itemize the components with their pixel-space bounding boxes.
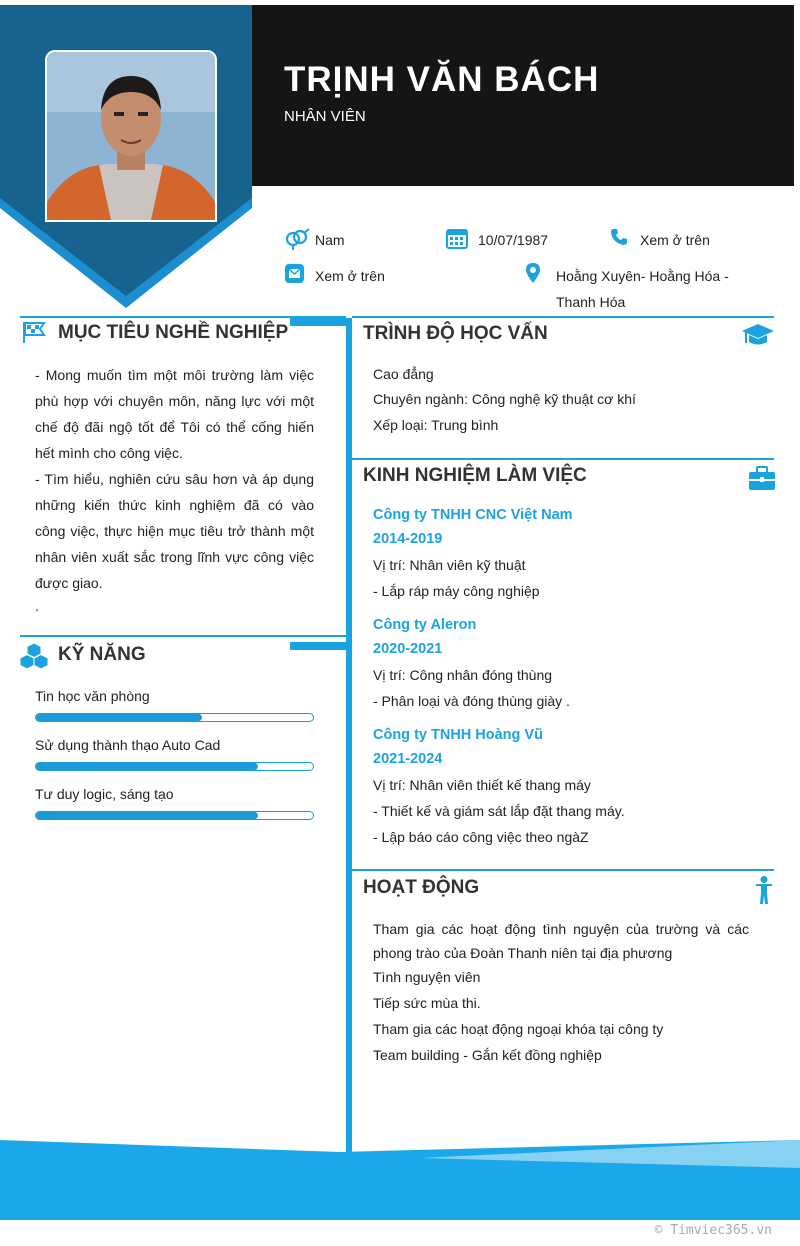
email-value: Xem ở trên <box>315 268 385 284</box>
job-3-detail-2: - Lập báo cáo công việc theo ngàZ <box>373 829 589 845</box>
address-line-2: Thanh Hóa <box>556 294 626 310</box>
location-pin-icon <box>526 263 540 283</box>
activity-line-5: Team building - Gắn kết đồng nghiệp <box>373 1047 602 1063</box>
briefcase-icon <box>749 466 775 490</box>
footer-wave <box>0 1140 800 1220</box>
skills-title: KỸ NĂNG <box>58 644 146 665</box>
job-1-detail-1: - Lắp ráp máy công nghiệp <box>373 583 540 599</box>
activity-line-1: Tham gia các hoạt động tình nguyện của trường và các phong trào của Đoàn Thanh niên tại địa phương <box>373 921 749 961</box>
skill-bar-1 <box>35 713 314 722</box>
education-rule <box>352 316 774 318</box>
objective-rule-tab <box>290 318 346 326</box>
job-1-company: Công ty TNHH CNC Việt Nam <box>373 507 573 523</box>
gender-value: Nam <box>315 232 345 248</box>
job-3-company: Công ty TNHH Hoàng Vũ <box>373 727 543 743</box>
phone-icon <box>610 228 628 246</box>
job-1-position: Vị trí: Nhân viên kỹ thuật <box>373 557 526 573</box>
education-school: Cao đẳng <box>373 366 434 382</box>
job-3-detail-1: - Thiết kế và giám sát lắp đặt thang máy. <box>373 803 625 819</box>
graduation-cap-icon <box>742 321 774 349</box>
objective-paragraph-1: - Mong muốn tìm một môi trường làm việc phù hợp với chuyên môn, năng lực với một chế độ đãi ngộ tốt để Tôi có thể cống hiến hết mình cho công việc. <box>35 367 314 461</box>
phone-value: Xem ở trên <box>640 232 710 248</box>
skill-bar-fill <box>36 714 202 721</box>
gender-icon <box>284 228 310 250</box>
job-1-period: 2014-2019 <box>373 531 443 547</box>
profile-photo <box>45 50 217 222</box>
flag-icon <box>22 321 46 343</box>
email-icon <box>285 264 304 283</box>
job-2-detail-1: - Phân loại và đóng thùng giày . <box>373 693 570 709</box>
education-grade: Xếp loại: Trung bình <box>373 417 499 433</box>
skill-bar-2 <box>35 762 314 771</box>
objective-paragraph-2: - Tìm hiểu, nghiên cứu sâu hơn và áp dụng những kiến thức kinh nghiệm đã có vào công việc, thực hiện mục tiêu trở thành một nhân viên xuất sắc trong lĩnh vực công việc được giao. <box>35 471 314 591</box>
activity-line-4: Tham gia các hoạt động ngoại khóa tại công ty <box>373 1021 664 1037</box>
person-photo-icon <box>47 52 215 220</box>
vertical-divider <box>346 318 352 1154</box>
address-line-1: Hoằng Xuyên- Hoằng Hóa - <box>556 268 729 284</box>
birthday-value: 10/07/1987 <box>478 232 549 248</box>
experience-rule <box>352 458 774 460</box>
activity-line-3: Tiếp sức mùa thi. <box>373 995 481 1011</box>
job-2-period: 2020-2021 <box>373 641 443 657</box>
calendar-icon <box>446 227 468 249</box>
candidate-name: TRỊNH VĂN BÁCH <box>284 60 600 99</box>
activity-line-2: Tình nguyện viên <box>373 969 481 985</box>
experience-title: KINH NGHIỆM LÀM VIỆC <box>363 465 587 486</box>
skills-rule <box>20 635 346 637</box>
job-2-company: Công ty Aleron <box>373 617 477 633</box>
watermark: © Timviec365.vn <box>654 1223 772 1238</box>
person-icon <box>755 876 773 904</box>
skill-name-2: Sử dụng thành thạo Auto Cad <box>35 737 221 753</box>
skill-bar-3 <box>35 811 314 820</box>
skill-bar-fill <box>36 812 258 819</box>
activities-title: HOẠT ĐỘNG <box>363 877 480 898</box>
skill-name-1: Tin học văn phòng <box>35 688 150 704</box>
objective-paragraph-3: . <box>35 598 39 614</box>
skill-bar-fill <box>36 763 258 770</box>
objective-title: MỤC TIÊU NGHỀ NGHIỆP <box>58 322 289 343</box>
cubes-icon <box>20 642 48 669</box>
skills-rule-tab <box>290 642 346 650</box>
skill-name-3: Tư duy logic, sáng tạo <box>35 786 174 802</box>
job-3-period: 2021-2024 <box>373 751 443 767</box>
activities-rule <box>352 869 774 871</box>
education-major: Chuyên ngành: Công nghệ kỹ thuật cơ khí <box>373 391 636 407</box>
job-3-position: Vị trí: Nhân viên thiết kế thang máy <box>373 777 591 793</box>
education-title: TRÌNH ĐỘ HỌC VẤN <box>363 323 548 344</box>
job-2-position: Vị trí: Công nhân đóng thùng <box>373 667 553 683</box>
candidate-role: NHÂN VIÊN <box>284 108 366 125</box>
